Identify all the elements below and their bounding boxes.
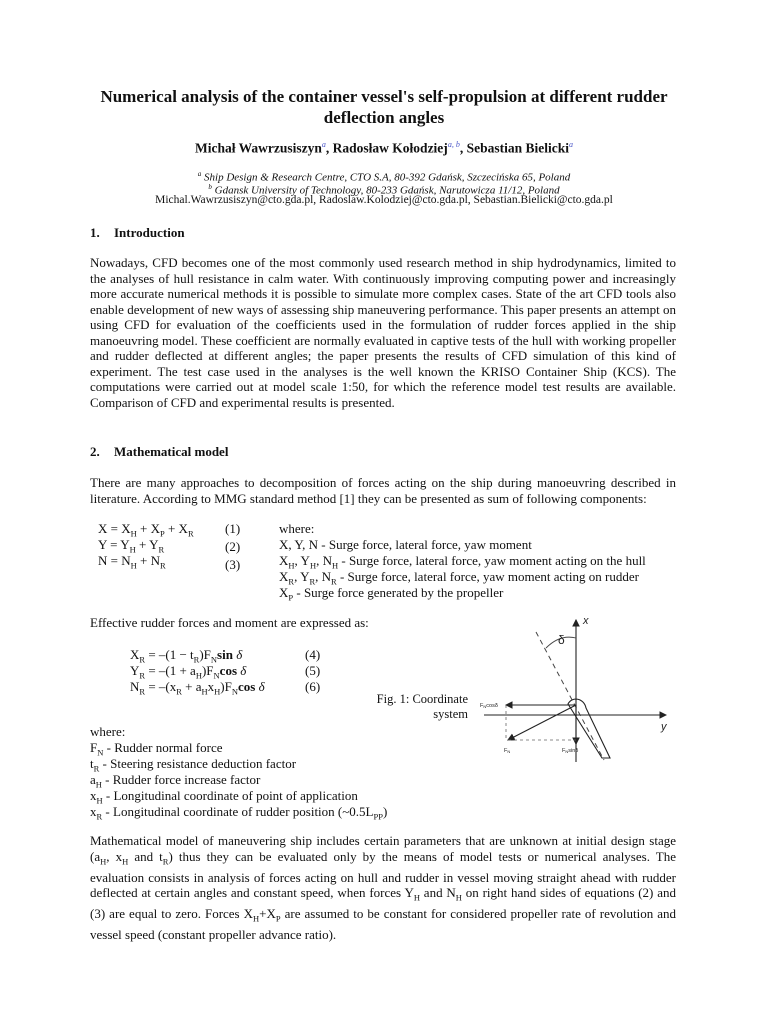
where-label: where: [279, 521, 315, 536]
equation-2: $Y = Y_H + Y_R$ [98, 537, 165, 555]
evaluation-paragraph: Mathematical model of maneuvering ship includes certain parameters that are unknown at initial design stage ($a_H$, $x_H$ and $t_R$) thus they can be evaluated only by the means of model tests or numerical analyses. The evaluation consists in analysis of forces acting on hull and rudder in vessel moving straight ahead with rudder deflected at certain angles and constant speed, when forces $Y_H$ and $N_H$ on right hand sides of equations (2) and (3) are equal to zero. Forces $X_H+X_P$ are assumed to be constant for considered propeller rate of revolution and vessel speed (constant propeller advance ratio). [90, 833, 677, 943]
equation-number: (1) [225, 521, 241, 536]
equation-6: $N_R = -(x_R + a_Hx_H)F_N\cos$ δ [130, 679, 265, 697]
author-mark: a [568, 140, 573, 149]
x-axis-label: x [583, 615, 589, 627]
section-title: Mathematical model [114, 444, 229, 459]
definition-line: $a_H$ - Rudder force increase factor [90, 772, 261, 790]
author-mark: a, b [447, 140, 460, 149]
affiliation-text: Ship Design & Research Centre, CTO S.A, 80-392 Gdańsk, Szczecińska 65, Poland [204, 171, 571, 184]
equation-number: (2) [225, 539, 241, 554]
definition-line: X, Y, N - Surge force, lateral force, yaw moment [279, 537, 532, 552]
fn-arrow [508, 705, 576, 740]
section-heading [90, 225, 185, 241]
section-heading [90, 444, 228, 460]
affiliation-text: Gdansk University of Technology, 80-233 Gdańsk, Narutowicza 11/12, Poland [214, 184, 560, 197]
definition-line: $t_R$ - Steering resistance deduction factor [90, 756, 297, 774]
affiliation-mark: a [197, 170, 202, 178]
math-paragraph: There are many approaches to decomposition of forces acting on the ship during manoeuvring described in literature. According to MMG standard method [1] they can be presented as sum of following components: [90, 475, 676, 506]
y-axis-label: y [661, 721, 667, 733]
equation-number: (4) [305, 647, 321, 662]
definition-line: $x_H$ - Longitudinal coordinate of point of application [90, 788, 358, 806]
equation-number: (5) [305, 663, 321, 678]
definitions-label: where: [90, 724, 126, 739]
definition-line: $x_R$ - Longitudinal coordinate of rudder position $(\sim 0.5L_{PP})$ [90, 804, 388, 822]
rudder-intro: Effective rudder forces and moment are expressed as: [90, 615, 369, 630]
paper-title: Numerical analysis of the container vessel's self-propulsion at different rudder deflection angles [100, 87, 668, 127]
section-title: Introduction [114, 225, 185, 240]
equation-3: $N = N_H + N_R$ [98, 553, 166, 571]
equation-5: $Y_R = -(1 + a_H)F_N\cos$ δ [130, 663, 247, 681]
author-emails: Michal.Wawrzusiszyn@cto.gda.pl, Radoslaw.Kolodziej@cto.gda.pl, Sebastian.Bielicki@cto.gda.pl [155, 194, 613, 206]
definition-line: $F_N$ - Rudder normal force [90, 740, 223, 758]
author-name: Michał Wawrzusiszyn [195, 140, 322, 156]
figure-caption: Fig. 1: Coordinate system [376, 692, 468, 721]
equation-4: $X_R = -(1 - t_R)F_N\sin$ δ [130, 647, 243, 665]
equation-1: $X = X_H + X_P + X_R$ [98, 521, 194, 539]
author-name: Sebastian Bielicki [466, 140, 569, 156]
affiliation-mark: b [208, 183, 212, 191]
equation-number: (6) [305, 679, 321, 694]
author-name: Radosław Kołodziej [332, 140, 448, 156]
fn-label: FN [504, 748, 511, 754]
section-number: 1. [90, 225, 100, 240]
coordinate-system-figure [476, 612, 676, 770]
definition-line: $X_P$ - Surge force generated by the propeller [279, 585, 504, 603]
author-line: Michał Wawrzusiszyn$^a$, Radosław Kołodziej$^{a, b}$, Sebastian Bielicki$^a$ [195, 140, 573, 156]
equation-number: (3) [225, 557, 241, 572]
author-mark: a [321, 140, 326, 149]
section-number: 2. [90, 444, 100, 459]
fn-sin-label: FNsinδ [562, 748, 579, 754]
intro-paragraph: Nowadays, CFD becomes one of the most commonly used research method in ship hydrodynamics, limited to the analyses of hull resistance in calm water. With continuously improving computing power and increasingly more accurate numerical methods it is possible to simulate more complex cases. State of the art CFD tools also enable development of new ways of assessing ship maneuvering performance. This paper presents an attempt on using CFD for evaluation of the coefficients used in the formulation of rudder forces applied in the ship manoeuvring model. These coefficient are normally evaluated in captive tests of the hull with working propeller and rudder deflected at different angles; the paper presents the results of CFD simulation of this kind of experiment. The test case used in the analyses is the well known the KRISO Container Ship (KCS). The computations were carried out at model scale 1:50, for which the reference model test results are available. Comparison of CFD and experimental results is presented. [90, 255, 676, 410]
definition-line: $X_R$, $Y_R$, $N_R$ - Surge force, lateral force, yaw moment acting on rudder [279, 569, 639, 587]
fn-cos-label: FNcosδ [480, 703, 498, 709]
delta-label: δ [558, 633, 565, 647]
definition-line: $X_H$, $Y_H$, $N_H$ - Surge force, lateral force, yaw moment acting on the hull [279, 553, 646, 571]
rudder-centerline [536, 632, 604, 760]
